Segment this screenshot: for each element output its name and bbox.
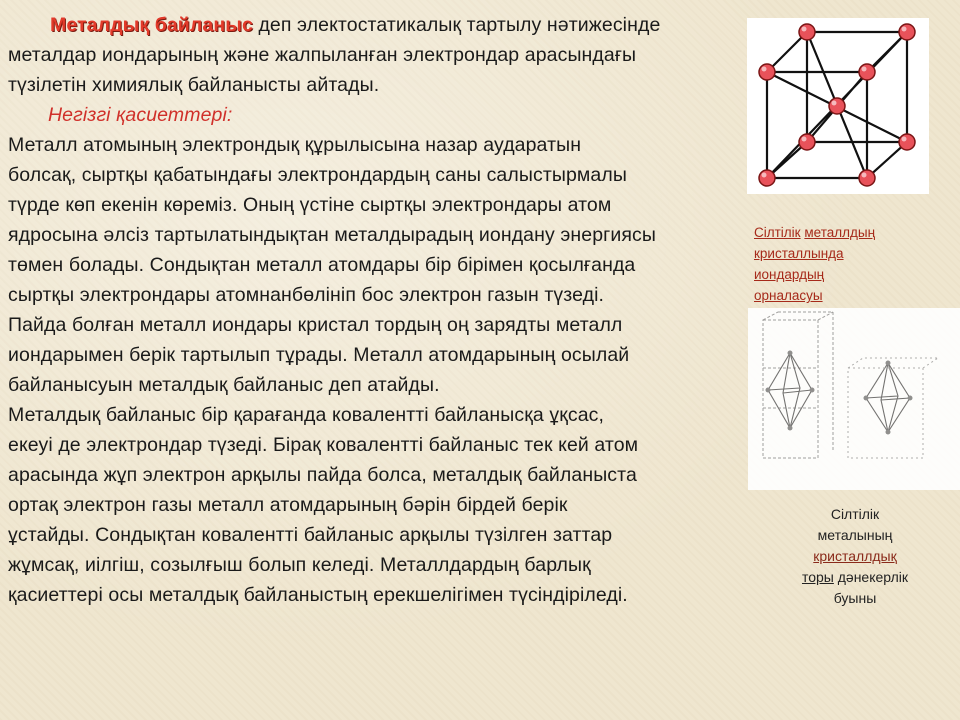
body-line: байланысуын металдық байланыс деп атайды.: [8, 374, 440, 396]
body-line: ядросына әлсіз тартылатындықтан металдырадың иондану энергиясы: [8, 224, 656, 246]
crystal-lattice-sketch-icon: [748, 308, 938, 490]
bcc-crystal-lattice-diagram-icon: [747, 18, 929, 194]
body-line: арасында жұп электрон арқылы пайда болса, металдық байланыста: [8, 464, 637, 486]
link-kristallynda[interactable]: кристаллында: [754, 246, 844, 261]
link-metalldyn[interactable]: металлдың: [804, 225, 876, 240]
body-line: сыртқы электрондары атомнанбөлініп бос электрон газын түзеді.: [8, 284, 605, 306]
link-kristalldyk[interactable]: кристаллдық: [813, 548, 897, 564]
link-iondardyn[interactable]: иондардың: [754, 267, 825, 282]
link-ornalasuy[interactable]: орналасуы: [754, 288, 823, 303]
body-line: ортақ электрон газы металл атомдарының бәрін бірдей берік: [8, 494, 568, 516]
body-line: екеуі де электрондар түзеді. Бірақ коваленттi байланыс тек кей атом: [8, 434, 639, 456]
body-line: болсақ, сыртқы қабатындағы электрондардың саны салыстырмалы: [8, 164, 627, 186]
definition-rest: деп электостатикалық тартылу нәтижесінде: [252, 14, 661, 36]
caption2-line4: буыны: [833, 590, 877, 606]
term-metallic-bond: Металдық байланыс: [50, 14, 253, 36]
link-siltilik[interactable]: Сілтілік: [754, 225, 801, 240]
bcc-lattice-figure: [747, 18, 929, 194]
caption2-rest: дәнекерлік: [833, 569, 909, 585]
body-line: Металл атомының электрондық құрылысына назар аударатын: [8, 134, 582, 156]
body-line: иондарымен берік тартылып тұрады. Металл атомдарының осылай: [8, 344, 630, 366]
figure1-caption: [754, 222, 954, 306]
lattice-sketch-figure: [748, 308, 960, 490]
body-line: Пайда болған металл иондары кристал тордың оң зарядты металл: [8, 314, 623, 336]
definition-line-1: [8, 10, 744, 40]
caption2-line2: металының: [817, 527, 893, 543]
definition-line-2: металдар иондарының және жалпыланған электрондар арасындағы: [8, 44, 637, 66]
definition-line-3: түзілетін химиялық байланысты айтады.: [8, 74, 380, 96]
figure2-caption: [766, 504, 944, 609]
properties-subtitle: Негізгі қасиеттері:: [48, 104, 233, 126]
body-line: түрде көп екенін көреміз. Оның үстіне сыртқы электрондары атом: [8, 194, 612, 216]
body-line: Металдық байланыс бір қарағанда коваленттi байланысқа ұқсас,: [8, 404, 605, 426]
main-text: [8, 10, 744, 610]
body-line: жұмсақ, иілгіш, созылғыш болып келеді. Металлдардың барлық: [8, 554, 591, 576]
caption2-line1: Сілтілік: [830, 506, 880, 522]
link-tory[interactable]: торы: [801, 569, 834, 585]
body-line: ұстайды. Сондықтан коваленттi байланыс арқылы түзілген заттар: [8, 524, 613, 546]
body-line: төмен болады. Сондықтан металл атомдары бір бірімен қосылғанда: [8, 254, 636, 276]
body-line: қасиеттері осы металдық байланыстың ерекшелігімен түсіндіріледі.: [8, 584, 628, 606]
